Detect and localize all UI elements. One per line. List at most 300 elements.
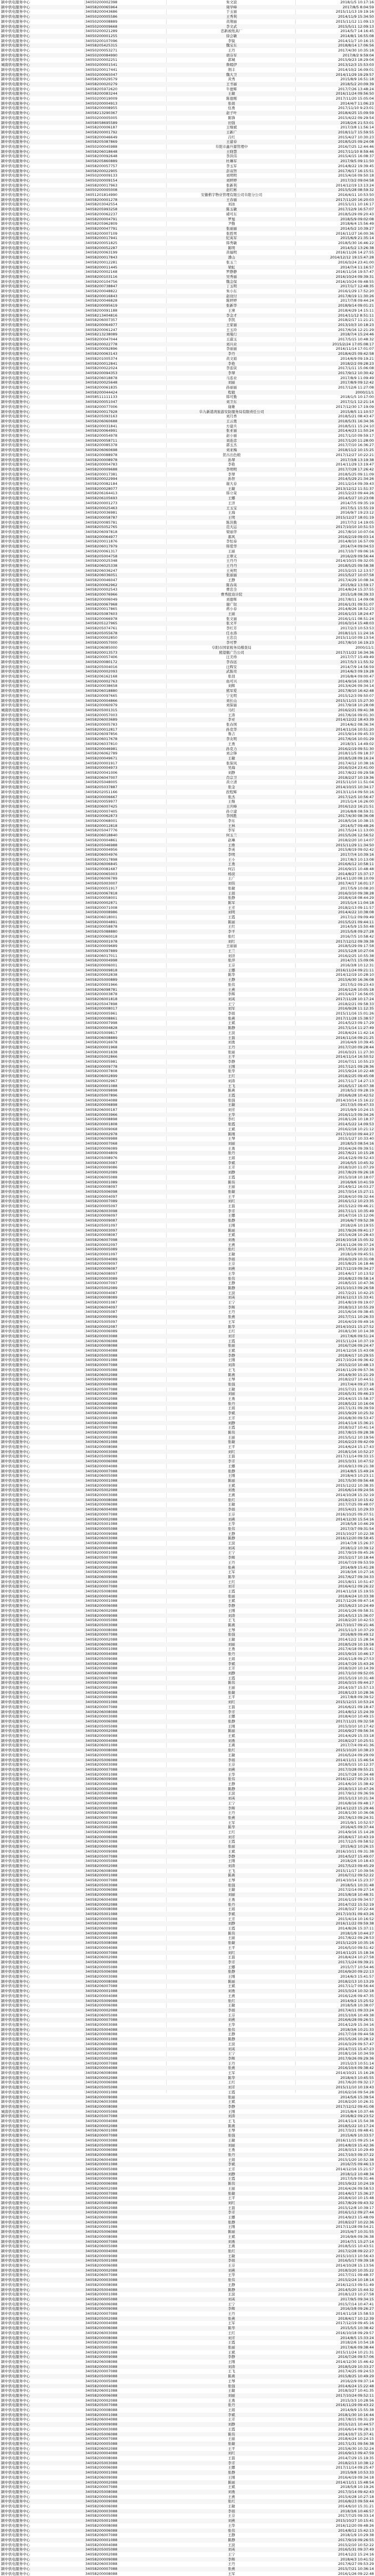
table-row[interactable] [0,1941,375,1946]
table-row[interactable] [0,2446,375,2451]
table-row[interactable] [0,1734,375,1739]
table-row[interactable] [0,1594,375,1599]
table-row[interactable] [0,501,375,506]
table-row[interactable] [0,1618,375,1623]
table-row[interactable] [0,847,375,852]
table-row[interactable] [0,1931,375,1936]
table-row[interactable] [0,1223,375,1228]
table-row[interactable] [0,1825,375,1830]
table-row[interactable] [0,280,375,285]
table-row[interactable] [0,351,375,356]
table-row[interactable] [0,318,375,323]
table-row[interactable] [0,732,375,737]
table-row[interactable] [0,1912,375,1917]
table-row[interactable] [0,1406,375,1411]
table-row[interactable] [0,558,375,563]
table-row[interactable] [0,713,375,718]
table-row[interactable] [0,2239,375,2244]
table-row[interactable] [0,2201,375,2206]
table-row[interactable] [0,1892,375,1897]
table-row[interactable] [0,1382,375,1387]
table-row[interactable] [0,1204,375,1209]
table-row[interactable] [0,2071,375,2076]
table-row[interactable] [0,679,375,684]
table-row[interactable] [0,2465,375,2470]
table-row[interactable] [0,535,375,540]
table-row[interactable] [0,1936,375,1941]
table-row[interactable] [0,1305,375,1310]
table-row[interactable] [0,1233,375,1238]
table-row[interactable] [0,1291,375,1296]
table-row[interactable] [0,472,375,477]
table-row[interactable] [0,1493,375,1498]
table-row[interactable] [0,1714,375,1719]
table-row[interactable] [0,1815,375,1820]
table-row[interactable] [0,1700,375,1705]
table-row[interactable] [0,1628,375,1633]
table-row[interactable] [0,635,375,640]
table-row[interactable] [0,2172,375,2177]
table-row[interactable] [0,828,375,833]
table-row[interactable] [0,684,375,689]
table-row[interactable] [0,1839,375,1844]
table-row[interactable] [0,583,375,588]
table-row[interactable] [0,1801,375,1806]
table-row[interactable] [0,1502,375,1507]
table-row[interactable] [0,1637,375,1642]
table-row[interactable] [0,491,375,496]
table-row[interactable] [0,361,375,366]
table-row[interactable] [0,1666,375,1671]
table-row[interactable] [0,14,375,19]
table-row[interactable] [0,1093,375,1098]
table-row[interactable] [0,1373,375,1378]
table-row[interactable] [0,236,375,241]
table-row[interactable] [0,1685,375,1690]
table-row[interactable] [0,2215,375,2220]
table-row[interactable] [0,939,375,944]
table-row[interactable] [0,1300,375,1305]
table-row[interactable] [0,63,375,68]
table-row[interactable] [0,1550,375,1555]
table-row[interactable] [0,2485,375,2490]
table-row[interactable] [0,515,375,520]
table-row[interactable] [0,1589,375,1594]
table-row[interactable] [0,1478,375,1483]
table-row[interactable] [0,1180,375,1185]
table-row[interactable] [0,626,375,631]
table-row[interactable] [0,1454,375,1459]
table-row[interactable] [0,1473,375,1478]
table-row[interactable] [0,125,375,130]
table-row[interactable] [0,645,375,650]
table-row[interactable] [0,761,375,766]
table-row[interactable] [0,563,375,568]
table-row[interactable] [0,1811,375,1815]
table-row[interactable] [0,1016,375,1021]
table-row[interactable] [0,717,375,722]
table-row[interactable] [0,655,375,660]
table-row[interactable] [0,530,375,535]
table-row[interactable] [0,886,375,891]
table-row[interactable] [0,1213,375,1218]
table-row[interactable] [0,24,375,29]
table-row[interactable] [0,1724,375,1729]
table-row[interactable] [0,77,375,82]
table-row[interactable] [0,198,375,203]
table-row[interactable] [0,578,375,583]
table-row[interactable] [0,2355,375,2360]
table-row[interactable] [0,751,375,756]
table-row[interactable] [0,1782,375,1787]
table-row[interactable] [0,857,375,862]
table-row[interactable] [0,53,375,58]
table-row[interactable] [0,2374,375,2379]
table-row[interactable] [0,602,375,607]
table-row[interactable] [0,169,375,174]
table-row[interactable] [0,82,375,87]
table-row[interactable] [0,592,375,597]
table-row[interactable] [0,2181,375,2186]
table-row[interactable] [0,1835,375,1840]
table-row[interactable] [0,19,375,24]
table-row[interactable] [0,121,375,126]
table-row[interactable] [0,1450,375,1455]
table-row[interactable] [0,2027,375,2032]
table-row[interactable] [0,2143,375,2148]
table-row[interactable] [0,1098,375,1103]
table-row[interactable] [0,506,375,511]
table-row[interactable] [0,1430,375,1435]
table-row[interactable] [0,308,375,313]
table-row[interactable] [0,525,375,530]
table-row[interactable] [0,1243,375,1248]
table-row[interactable] [0,1787,375,1792]
table-row[interactable] [0,2278,375,2283]
table-row[interactable] [0,2470,375,2475]
table-row[interactable] [0,111,375,116]
table-row[interactable] [0,612,375,617]
table-row[interactable] [0,443,375,448]
table-row[interactable] [0,1743,375,1748]
table-row[interactable] [0,2533,375,2538]
table-row[interactable] [0,1517,375,1522]
table-row[interactable] [0,1103,375,1108]
table-row[interactable] [0,2292,375,2297]
table-row[interactable] [0,1469,375,1474]
table-row[interactable] [0,428,375,433]
table-row[interactable] [0,1156,375,1161]
table-row[interactable] [0,1864,375,1869]
table-row[interactable] [0,356,375,361]
table-row[interactable] [0,2311,375,2316]
table-row[interactable] [0,1325,375,1330]
table-row[interactable] [0,2297,375,2302]
table-row[interactable] [0,1175,375,1180]
table-row[interactable] [0,2480,375,2485]
table-row[interactable] [0,101,375,106]
table-row[interactable] [0,2047,375,2052]
table-row[interactable] [0,1435,375,1440]
table-row[interactable] [0,958,375,963]
table-row[interactable] [0,2283,375,2288]
table-row[interactable] [0,1392,375,1396]
table-row[interactable] [0,43,375,48]
table-row[interactable] [0,597,375,602]
table-row[interactable] [0,1339,375,1344]
table-row[interactable] [0,135,375,140]
table-row[interactable] [0,1951,375,1956]
table-row[interactable] [0,2210,375,2215]
table-row[interactable] [0,1921,375,1926]
table-row[interactable] [0,284,375,289]
table-row[interactable] [0,2032,375,2037]
table-row[interactable] [0,1873,375,1878]
table-row[interactable] [0,2066,375,2071]
table-row[interactable] [0,2051,375,2056]
table-row[interactable] [0,1257,375,1262]
table-row[interactable] [0,587,375,592]
table-row[interactable] [0,901,375,906]
table-row[interactable] [0,438,375,443]
table-row[interactable] [0,2003,375,2008]
table-row[interactable] [0,1117,375,1122]
table-row[interactable] [0,1165,375,1170]
table-row[interactable] [0,419,375,424]
table-row[interactable] [0,2191,375,2196]
table-row[interactable] [0,742,375,747]
table-row[interactable] [0,1079,375,1084]
table-row[interactable] [0,241,375,246]
table-row[interactable] [0,2403,375,2408]
table-row[interactable] [0,1002,375,1007]
table-row[interactable] [0,275,375,280]
table-row[interactable] [0,1396,375,1401]
table-row[interactable] [0,2104,375,2109]
table-row[interactable] [0,34,375,39]
table-row[interactable] [0,1184,375,1189]
table-row[interactable] [0,1753,375,1758]
table-row[interactable] [0,1401,375,1406]
table-row[interactable] [0,819,375,824]
table-row[interactable] [0,568,375,573]
table-row[interactable] [0,1295,375,1300]
table-row[interactable] [0,795,375,800]
table-row[interactable] [0,1271,375,1276]
table-row[interactable] [0,2114,375,2119]
table-row[interactable] [0,1999,375,2004]
table-row[interactable] [0,2513,375,2518]
table-row[interactable] [0,231,375,236]
table-row[interactable] [0,2244,375,2249]
table-row[interactable] [0,2567,375,2572]
table-row[interactable] [0,799,375,804]
table-row[interactable] [0,1084,375,1089]
table-row[interactable] [0,9,375,14]
table-row[interactable] [0,756,375,761]
table-row[interactable] [0,674,375,679]
table-row[interactable] [0,87,375,92]
table-row[interactable] [0,876,375,881]
table-row[interactable] [0,1642,375,1647]
table-row[interactable] [0,1108,375,1113]
table-row[interactable] [0,1705,375,1710]
table-row[interactable] [0,91,375,96]
table-row[interactable] [0,2365,375,2370]
table-row[interactable] [0,0,375,5]
table-row[interactable] [0,1555,375,1560]
table-row[interactable] [0,2273,375,2278]
table-row[interactable] [0,2138,375,2143]
table-row[interactable] [0,371,375,376]
table-row[interactable] [0,2302,375,2307]
table-row[interactable] [0,1064,375,1069]
table-row[interactable] [0,250,375,255]
table-row[interactable] [0,1329,375,1334]
table-row[interactable] [0,2153,375,2158]
table-row[interactable] [0,992,375,997]
table-row[interactable] [0,332,375,337]
table-row[interactable] [0,1411,375,1416]
table-row[interactable] [0,149,375,154]
table-row[interactable] [0,2432,375,2437]
table-row[interactable] [0,2456,375,2461]
table-row[interactable] [0,260,375,265]
table-row[interactable] [0,1902,375,1907]
table-row[interactable] [0,1575,375,1580]
table-row[interactable] [0,1353,375,1358]
table-row[interactable] [0,246,375,251]
table-row[interactable] [0,1069,375,1074]
table-row[interactable] [0,183,375,188]
table-row[interactable] [0,838,375,843]
table-row[interactable] [0,2080,375,2085]
table-row[interactable] [0,824,375,829]
table-row[interactable] [0,226,375,231]
table-row[interactable] [0,843,375,848]
table-row[interactable] [0,1132,375,1137]
table-row[interactable] [0,722,375,727]
table-row[interactable] [0,780,375,785]
table-row[interactable] [0,116,375,121]
table-row[interactable] [0,2234,375,2239]
table-row[interactable] [0,1276,375,1281]
table-row[interactable] [0,1671,375,1676]
table-row[interactable] [0,1026,375,1031]
table-row[interactable] [0,665,375,670]
table-row[interactable] [0,1377,375,1382]
table-row[interactable] [0,2206,375,2211]
table-row[interactable] [0,1011,375,1016]
table-row[interactable] [0,1006,375,1011]
table-row[interactable] [0,1040,375,1045]
table-row[interactable] [0,1387,375,1392]
table-row[interactable] [0,1483,375,1488]
table-row[interactable] [0,694,375,699]
table-row[interactable] [0,814,375,819]
table-row[interactable] [0,2013,375,2018]
table-row[interactable] [0,2413,375,2418]
table-row[interactable] [0,2369,375,2374]
table-row[interactable] [0,1421,375,1426]
table-row[interactable] [0,1695,375,1700]
table-row[interactable] [0,2562,375,2567]
table-row[interactable] [0,193,375,198]
table-row[interactable] [0,1368,375,1373]
table-row[interactable] [0,1652,375,1657]
table-row[interactable] [0,2316,375,2321]
table-row[interactable] [0,896,375,901]
table-row[interactable] [0,699,375,704]
table-row[interactable] [0,2196,375,2201]
table-row[interactable] [0,1363,375,1368]
table-row[interactable] [0,1310,375,1315]
table-row[interactable] [0,1820,375,1825]
table-row[interactable] [0,2451,375,2456]
table-row[interactable] [0,1334,375,1339]
table-row[interactable] [0,2263,375,2268]
table-row[interactable] [0,2220,375,2225]
table-row[interactable] [0,2572,375,2576]
table-row[interactable] [0,1088,375,1093]
table-row[interactable] [0,1512,375,1517]
table-row[interactable] [0,2090,375,2095]
table-row[interactable] [0,1021,375,1026]
table-row[interactable] [0,1286,375,1291]
table-row[interactable] [0,1969,375,1974]
table-row[interactable] [0,2518,375,2523]
table-row[interactable] [0,2393,375,2398]
table-row[interactable] [0,1869,375,1874]
table-row[interactable] [0,660,375,665]
table-row[interactable] [0,1570,375,1575]
table-row[interactable] [0,1320,375,1325]
table-row[interactable] [0,2186,375,2191]
table-row[interactable] [0,924,375,929]
table-row[interactable] [0,2288,375,2293]
table-row[interactable] [0,1984,375,1989]
table-row[interactable] [0,414,375,419]
table-row[interactable] [0,1806,375,1811]
table-row[interactable] [0,2109,375,2114]
table-row[interactable] [0,2552,375,2557]
table-row[interactable] [0,1772,375,1777]
table-row[interactable] [0,2499,375,2504]
table-row[interactable] [0,1031,375,1036]
table-row[interactable] [0,1358,375,1363]
table-row[interactable] [0,689,375,694]
table-row[interactable] [0,1194,375,1199]
table-row[interactable] [0,2254,375,2259]
table-row[interactable] [0,1161,375,1166]
table-row[interactable] [0,617,375,622]
table-row[interactable] [0,159,375,164]
table-row[interactable] [0,2388,375,2393]
table-row[interactable] [0,872,375,877]
table-row[interactable] [0,2148,375,2153]
table-row[interactable] [0,467,375,472]
table-row[interactable] [0,2523,375,2528]
table-row[interactable] [0,881,375,886]
table-row[interactable] [0,1974,375,1979]
table-row[interactable] [0,1315,375,1320]
table-row[interactable] [0,1247,375,1252]
table-row[interactable] [0,631,375,636]
table-row[interactable] [0,390,375,395]
table-row[interactable] [0,212,375,217]
table-row[interactable] [0,2345,375,2350]
table-row[interactable] [0,154,375,159]
